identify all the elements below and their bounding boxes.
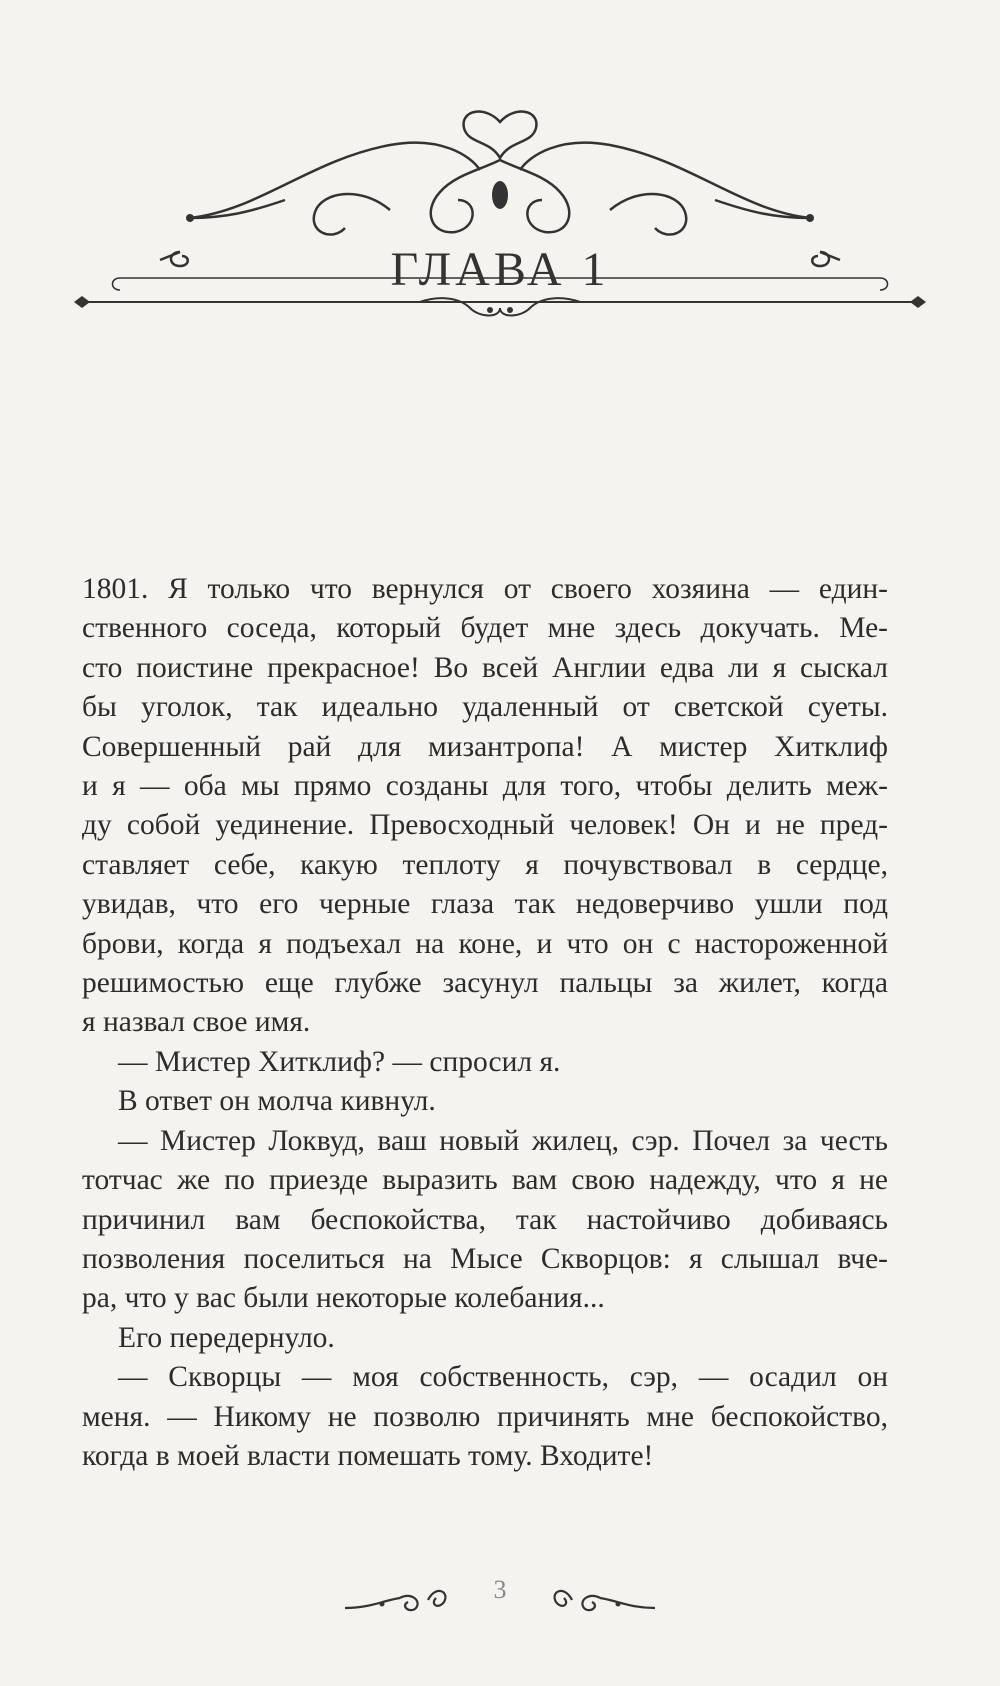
- text-line: 1801. Я только что вернулся от своего хозяина — един-: [82, 573, 888, 605]
- text-line: меня. — Никому не позволю причинять мне беспокойство,: [82, 1400, 888, 1433]
- text-line: позволения поселиться на Мысе Скворцов: я слышал вче-: [82, 1242, 888, 1275]
- text-line: ственного соседа, который будет мне здесь докучать. Ме-: [82, 612, 888, 645]
- body-text: [82, 570, 888, 1476]
- page-number: 3: [493, 1575, 507, 1604]
- text-line: Совершенный рай для мизантропа! А мистер Хитклиф: [82, 730, 888, 763]
- text-line: я назвал свое имя.: [82, 1006, 311, 1039]
- text-line: ставляет себе, какую теплоту я почувствовал в сердце,: [82, 848, 888, 881]
- text-line: увидав, что его черные глаза так недоверчиво ушли под: [82, 888, 888, 921]
- chapter-title: ГЛАВА 1: [390, 243, 610, 296]
- text-line: В ответ он молча кивнул.: [118, 1085, 436, 1118]
- text-line: ра, что у вас были некоторые колебания...: [82, 1282, 605, 1315]
- text-line: брови, когда я подъехал на коне, и что он с настороженной: [82, 927, 888, 960]
- text-line: бы уголок, так идеально удаленный от светской суеты.: [82, 691, 888, 724]
- text-line: сто поистине прекрасное! Во всей Англии едва ли я сыскал: [82, 651, 888, 684]
- chapter-ornament: [60, 100, 940, 350]
- text-line: когда в моей власти помешать тому. Входите!: [82, 1439, 654, 1472]
- dialogue-line: — Мистер Локвуд, ваш новый жилец, сэр. Почел за честь: [118, 1124, 888, 1157]
- text-line: решимостью еще глубже засунул пальцы за жилет, когда: [82, 967, 888, 1000]
- text-line: Его передернуло.: [118, 1321, 335, 1354]
- text-line: причинил вам беспокойства, так настойчиво добиваясь: [82, 1203, 888, 1236]
- dialogue-line: — Скворцы — моя собственность, сэр, — осадил он: [118, 1361, 888, 1394]
- dialogue-line: — Мистер Хитклиф? — спросил я.: [118, 1045, 561, 1078]
- text-line: тотчас же по приезде выразить вам свою надежду, что я не: [82, 1164, 888, 1197]
- text-line: и я — оба мы прямо созданы для того, чтобы делить меж-: [82, 770, 888, 803]
- text-line: ду собой уединение. Превосходный человек! Он и не пред-: [82, 809, 888, 842]
